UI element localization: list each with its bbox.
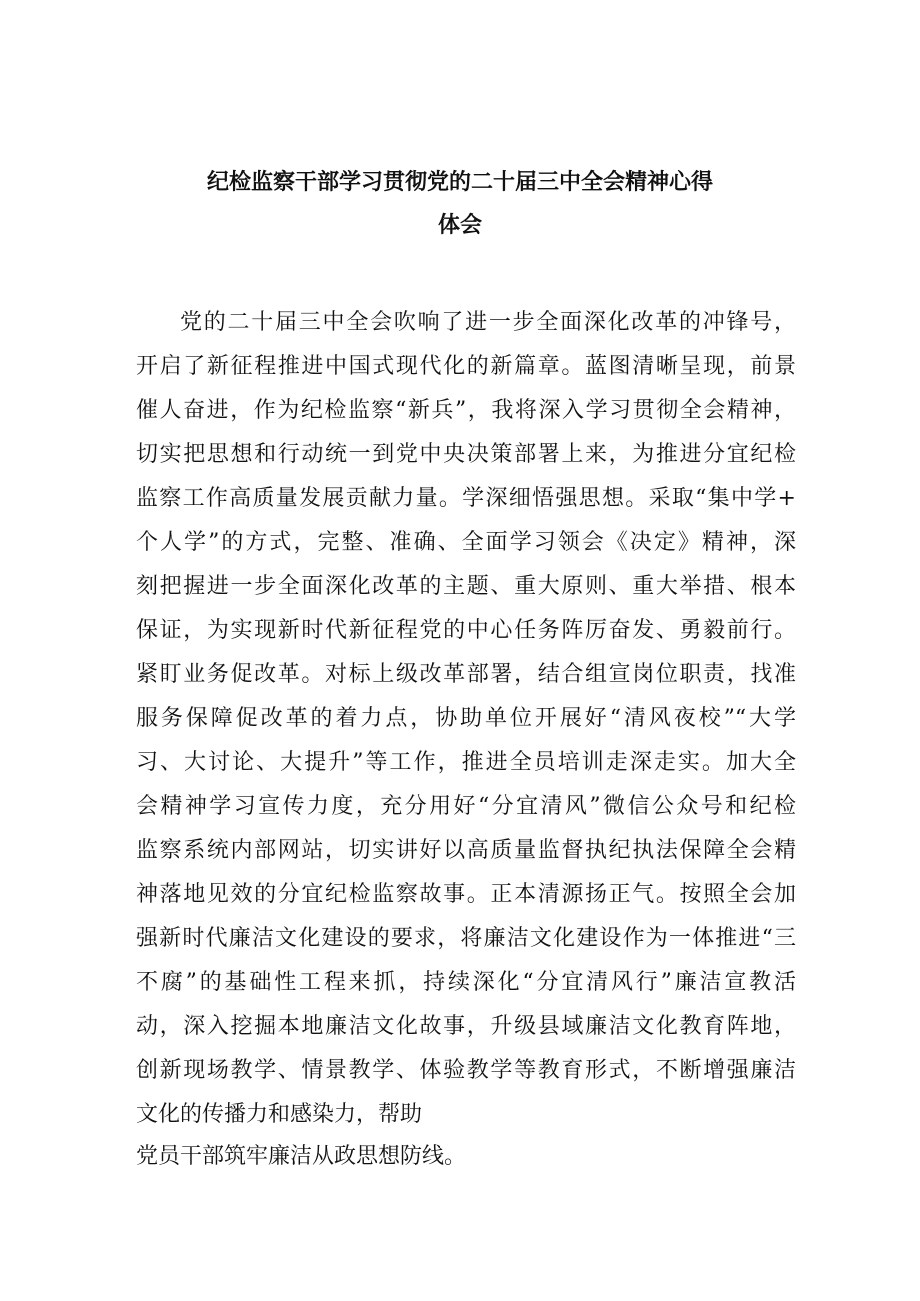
body-line: 个人学”的方式，完整、准确、全面学习领会《决定》精神，深: [136, 530, 796, 555]
body-line: 紧盯业务促改革。对标上级改革部署，结合组宣岗位职责，找准: [136, 662, 796, 687]
body-line: 习、大讨论、大提升”等工作，推进全员培训走深走实。加大全: [136, 750, 796, 775]
body-line: 会精神学习宣传力度，充分用好“分宜清风”微信公众号和纪检: [136, 794, 796, 819]
body-line: 不腐”的基础性工程来抓，持续深化“分宜清风行”廉洁宣教活: [136, 970, 796, 995]
body-line: 党员干部筑牢廉洁从政思想防线。: [136, 1144, 467, 1169]
body-line: 党的二十届三中全会吹响了进一步全面深化改革的冲锋号，: [180, 310, 796, 335]
body-line: 保证，为实现新时代新征程党的中心任务阵厉奋发、勇毅前行。: [136, 618, 796, 643]
body-line: 监察工作高质量发展贡献力量。学深细悟强思想。采取“集中学+: [136, 486, 796, 511]
body-line: 动，深入挖掘本地廉洁文化故事，升级县域廉洁文化教育阵地，: [136, 1014, 796, 1039]
body-line: 文化的传播力和感染力，帮助: [136, 1102, 423, 1127]
body-line: 神落地见效的分宜纪检监察故事。正本清源扬正气。按照全会加: [136, 882, 796, 907]
document-title-line-2: 体会: [437, 213, 482, 238]
body-line: 监察系统内部网站，切实讲好以高质量监督执纪执法保障全会精: [136, 838, 796, 863]
body-line: 强新时代廉洁文化建设的要求，将廉洁文化建设作为一体推进“三: [136, 926, 796, 951]
body-line: 切实把思想和行动统一到党中央决策部署上来，为推进分宜纪检: [136, 442, 796, 467]
document-title-line-1: 纪检监察干部学习贯彻党的二十届三中全会精神心得: [206, 170, 713, 195]
body-line: 创新现场教学、情景教学、体验教学等教育形式，不断增强廉洁: [136, 1058, 796, 1083]
body-line: 服务保障促改革的着力点，协助单位开展好“清风夜校”“大学: [136, 706, 796, 731]
body-line: 催人奋进，作为纪检监察“新兵”，我将深入学习贯彻全会精神，: [136, 398, 796, 423]
body-line: 开启了新征程推进中国式现代化的新篇章。蓝图清晰呈现，前景: [136, 354, 796, 379]
document-body: [136, 301, 796, 1173]
body-line: 刻把握进一步全面深化改革的主题、重大原则、重大举措、根本: [136, 574, 796, 599]
